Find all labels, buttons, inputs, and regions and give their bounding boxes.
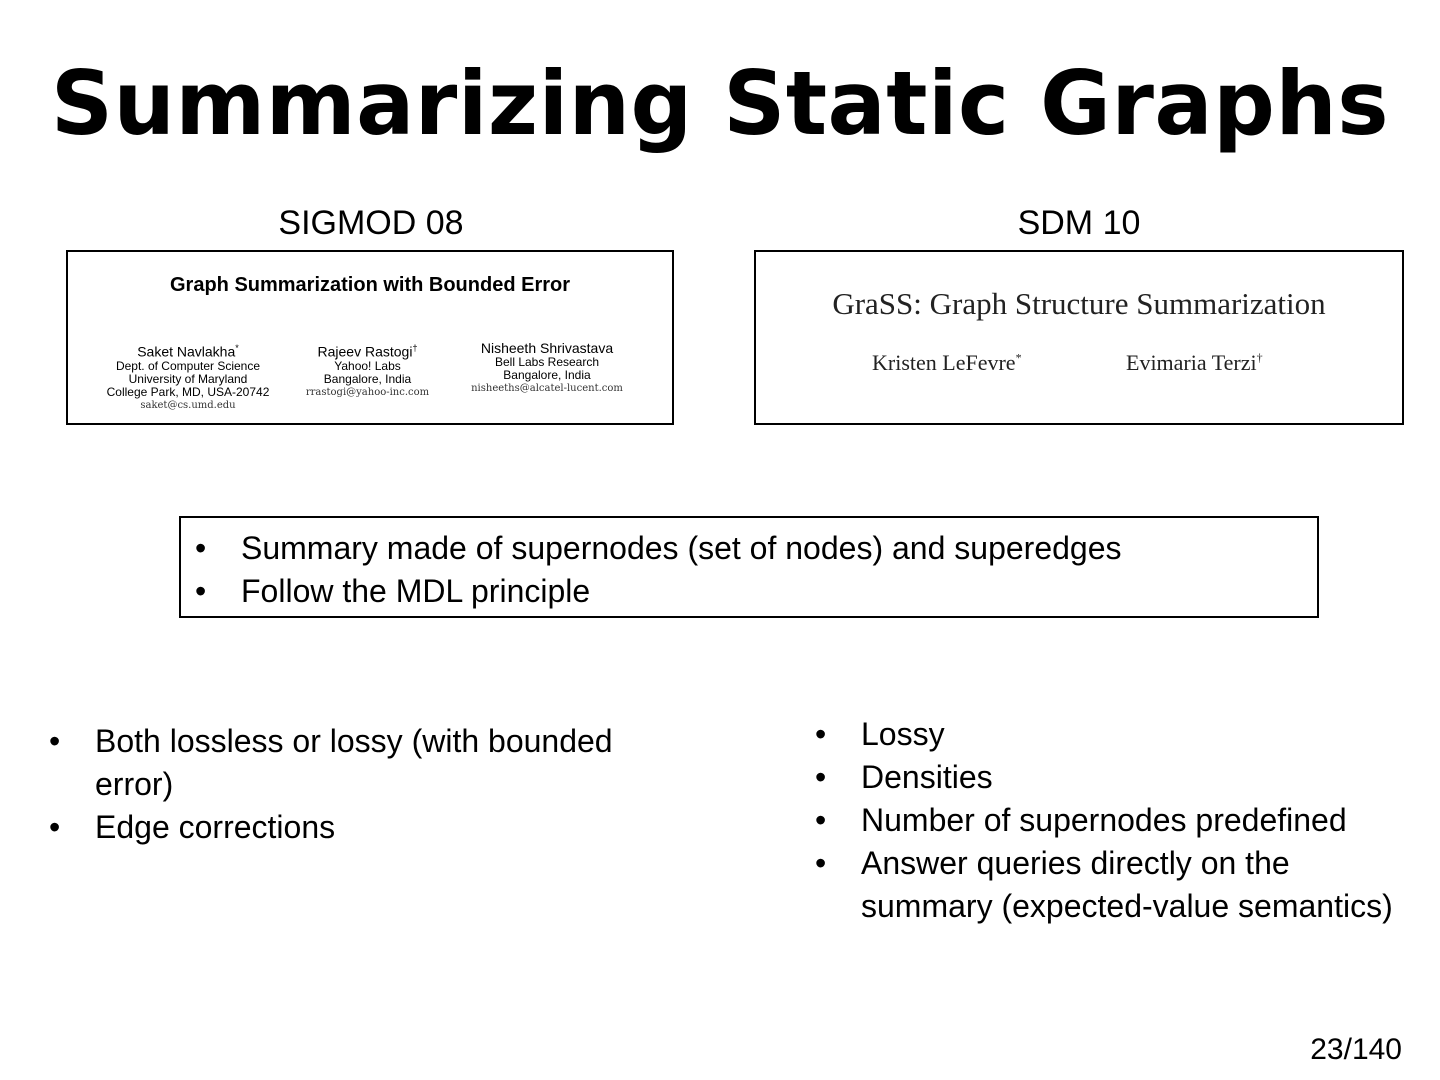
author-name: Saket Navlakha* xyxy=(137,343,239,360)
author-affiliation: Dept. of Computer Science xyxy=(115,358,261,373)
author-name: Rajeev Rastogi† xyxy=(317,343,418,360)
author-affiliation: University of Maryland xyxy=(128,371,248,386)
author-affiliation: College Park, MD, USA-20742 xyxy=(106,384,270,399)
list-item: • Both lossless or lossy (with bounded error) xyxy=(35,720,695,806)
left-points-list xyxy=(35,720,695,849)
page-number: 23/140 xyxy=(1310,1033,1402,1066)
common-points-box xyxy=(179,516,1319,618)
list-item: • Answer queries directly on the summary (expected-value semantics) xyxy=(801,842,1421,928)
common-points-list xyxy=(181,527,1311,613)
venue-label-sdm: SDM 10 xyxy=(1017,204,1141,242)
paper-header-sdm xyxy=(754,250,1404,425)
list-item: • Number of supernodes predefined xyxy=(801,799,1421,842)
paper-header-sigmod xyxy=(66,250,674,425)
list-item: • Lossy xyxy=(801,713,1421,756)
author-block xyxy=(456,340,638,395)
list-item: • Densities xyxy=(801,756,1421,799)
list-item: • Summary made of supernodes (set of nodes) and superedges xyxy=(181,527,1311,570)
paper-title: GraSS: Graph Structure Summarization xyxy=(832,286,1326,321)
author-email: rrastogi@yahoo-inc.com xyxy=(305,386,430,398)
paper-title: Graph Summarization with Bounded Error xyxy=(169,274,571,296)
author-block xyxy=(98,340,278,412)
list-item: • Edge corrections xyxy=(35,806,695,849)
author-affiliation: Bangalore, India xyxy=(323,371,412,386)
author-name: Nisheeth Shrivastava xyxy=(480,340,614,356)
author-block xyxy=(280,340,455,399)
list-item: • Follow the MDL principle xyxy=(181,570,1311,613)
slide-title: Summarizing Static Graphs xyxy=(50,52,1390,155)
author-email: nisheeths@alcatel-lucent.com xyxy=(471,383,623,394)
author-affiliation: Bell Labs Research xyxy=(494,355,600,369)
author-affiliation: Bangalore, India xyxy=(503,368,591,382)
author-affiliation: Yahoo! Labs xyxy=(334,358,401,373)
author-email: saket@cs.umd.edu xyxy=(140,399,236,411)
venue-label-sigmod: SIGMOD 08 xyxy=(278,204,464,242)
right-points-list xyxy=(801,713,1421,928)
author-name: Evimaria Terzi† xyxy=(1126,350,1263,375)
author-name: Kristen LeFevre* xyxy=(872,350,1022,375)
